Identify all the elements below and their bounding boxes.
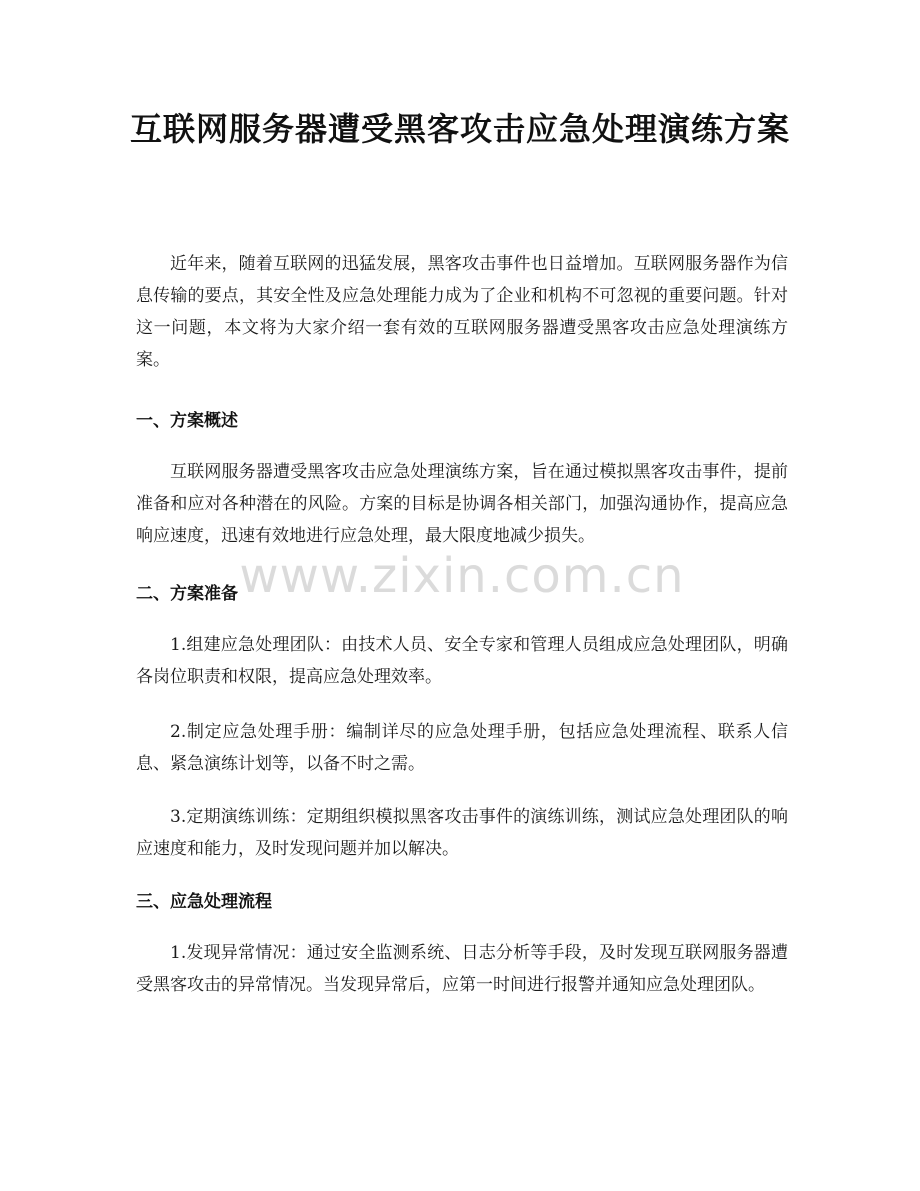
overview-paragraph: 互联网服务器遭受黑客攻击应急处理演练方案，旨在通过模拟黑客攻击事件，提前准备和应对各种潜在的风险。方案的目标是协调各相关部门，加强沟通协作，提高应急响应速度，迅速有效地进行应急处理，最大限度地减少损失。 <box>136 462 788 546</box>
intro-paragraph: 近年来，随着互联网的迅猛发展，黑客攻击事件也日益增加。互联网服务器作为信息传输的要点，其安全性及应急处理能力成为了企业和机构不可忽视的重要问题。针对这一问题，本文将为大家介绍一套有效的互联网服务器遭受黑客攻击应急处理演练方案。 <box>136 254 788 370</box>
procedure-item-1: 1.发现异常情况：通过安全监测系统、日志分析等手段，及时发现互联网服务器遭受黑客攻击的异常情况。当发现异常后，应第一时间进行报警并通知应急处理团队。 <box>136 943 788 995</box>
preparation-item-2: 2.制定应急处理手册：编制详尽的应急处理手册，包括应急处理流程、联系人信息、紧急演练计划等，以备不时之需。 <box>136 722 788 774</box>
preparation-item-3: 3.定期演练训练：定期组织模拟黑客攻击事件的演练训练，测试应急处理团队的响应速度和能力，及时发现问题并加以解决。 <box>136 807 788 859</box>
preparation-item-1: 1.组建应急处理团队：由技术人员、安全专家和管理人员组成应急处理团队，明确各岗位职责和权限，提高应急处理效率。 <box>136 635 788 687</box>
section-heading-procedure: 三、应急处理流程 <box>136 892 272 912</box>
section-heading-overview: 一、方案概述 <box>136 411 238 431</box>
watermark-text: www.zixin.com.cn <box>239 548 685 604</box>
section-heading-preparation: 二、方案准备 <box>136 584 238 604</box>
document-title: 互联网服务器遭受黑客攻击应急处理演练方案 <box>129 110 790 148</box>
